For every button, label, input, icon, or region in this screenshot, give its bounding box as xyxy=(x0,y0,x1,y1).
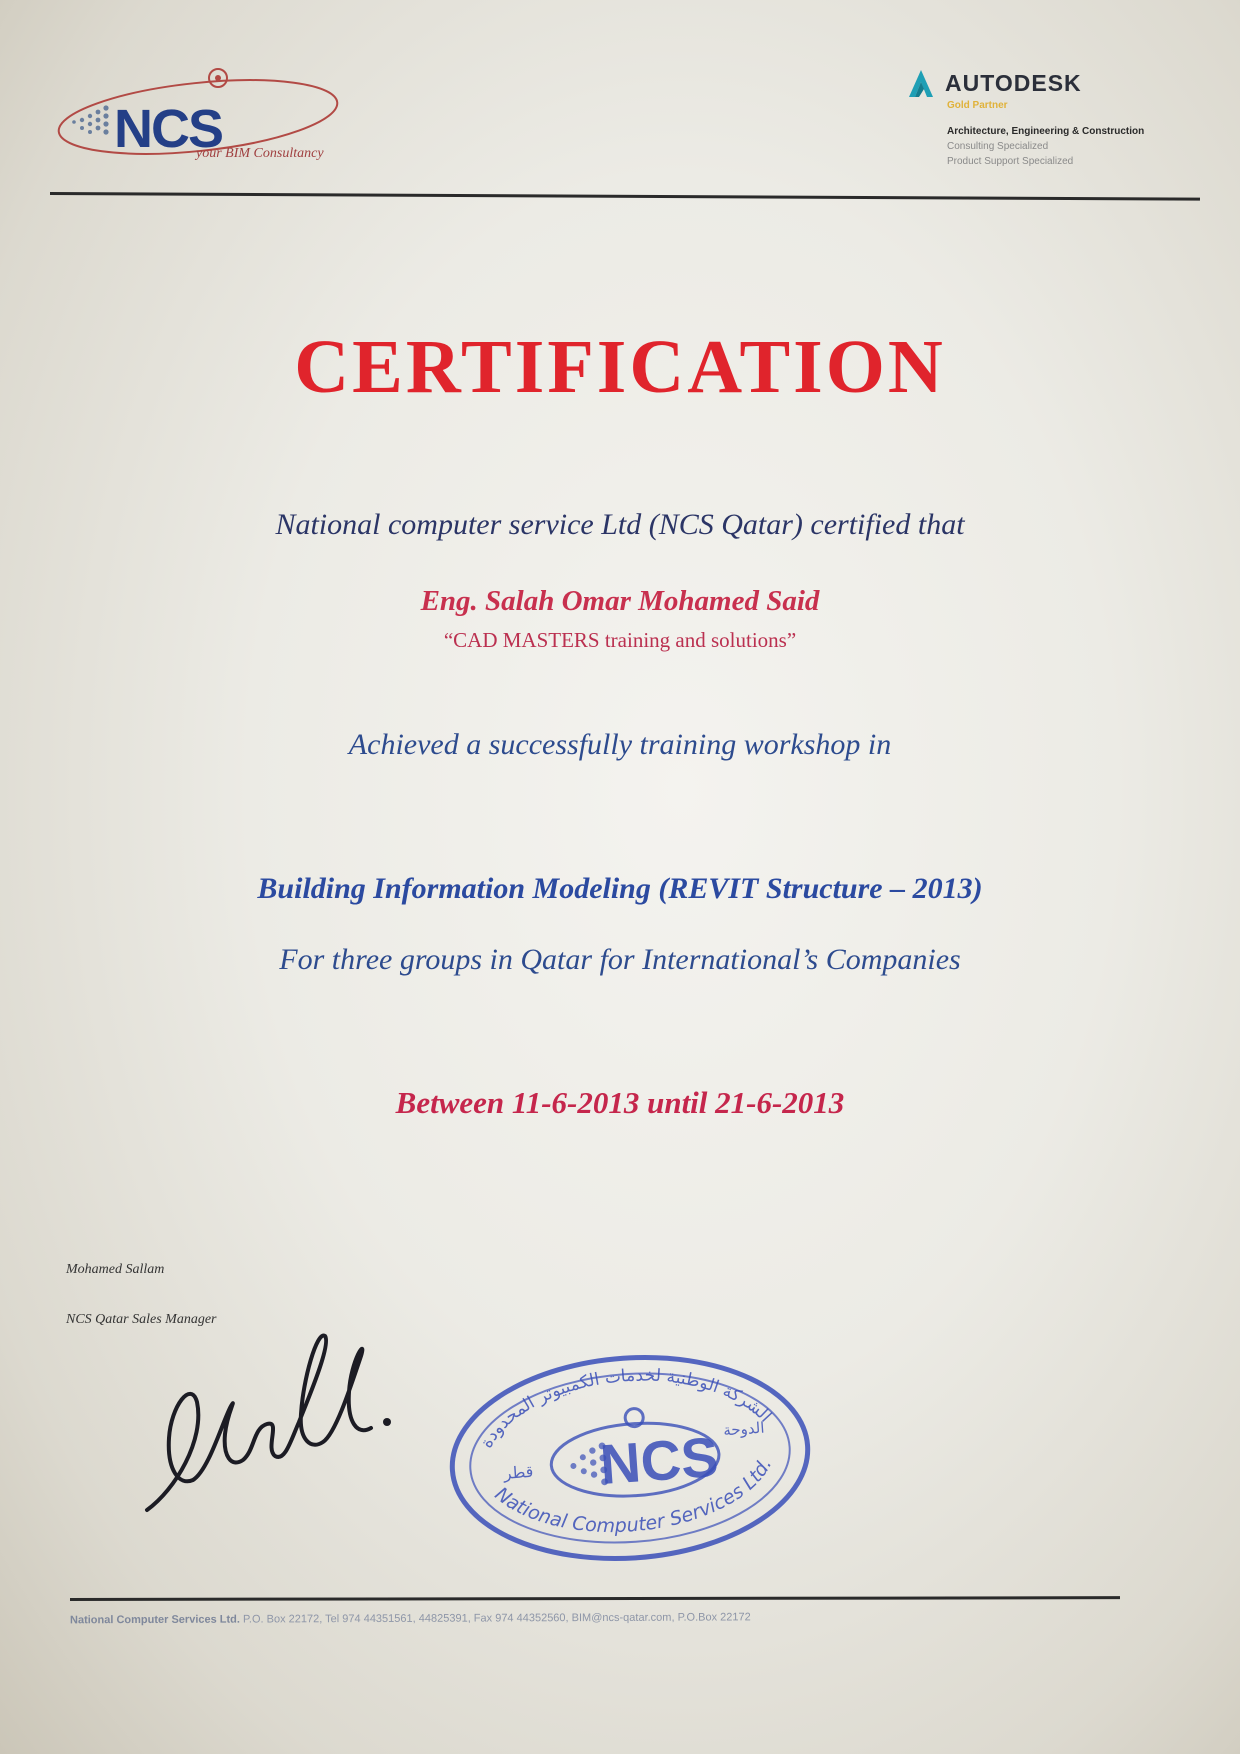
stamp-arabic-left: قطر xyxy=(503,1461,534,1483)
ncs-logo-tagline: your BIM Consultancy xyxy=(196,146,324,161)
course-title: Building Information Modeling (REVIT Structure – 2013) xyxy=(257,872,983,905)
stamp-arabic-top: الشركة الوطنية لخدمات الكمبيوتر المحدودة xyxy=(476,1365,776,1452)
footer-contact xyxy=(70,1610,1130,1627)
course-groups: For three groups in Qatar for International’s Companies xyxy=(279,943,961,976)
ncs-logo-letters: NCS xyxy=(114,99,223,159)
ncs-logo xyxy=(48,62,378,182)
achievement-text: Achieved a successfully training workshop in xyxy=(348,728,892,761)
stamp-arabic-right: الدوحة xyxy=(722,1418,766,1440)
certificate-intro: National computer service Ltd (NCS Qatar) certified that xyxy=(275,508,965,541)
stamp-english-bottom: National Computer Services Ltd. xyxy=(490,1454,777,1538)
company-stamp-graphic xyxy=(445,1350,815,1565)
signatory-name: Mohamed Sallam xyxy=(66,1262,165,1277)
handwritten-signature xyxy=(135,1310,425,1525)
company-stamp xyxy=(445,1350,815,1565)
footer-details: P.O. Box 22172, Tel 974 44351561, 44825391, Fax 974 44352560, BIM@ncs-qatar.com, P.O.Box 22172 xyxy=(242,1611,751,1626)
autodesk-partner-level: Gold Partner xyxy=(947,100,1008,111)
recipient-company: “CAD MASTERS training and solutions” xyxy=(443,628,797,652)
certificate-title: CERTIFICATION xyxy=(294,325,946,409)
stamp-logo-letters: NCS xyxy=(598,1424,721,1497)
autodesk-line: Consulting Specialized xyxy=(947,141,1049,152)
signatory-role: NCS Qatar Sales Manager xyxy=(66,1312,217,1327)
autodesk-name: AUTODESK xyxy=(945,69,1082,96)
autodesk-logo-icon xyxy=(905,67,937,99)
autodesk-partner-badge xyxy=(905,66,1205,176)
autodesk-line: Architecture, Engineering & Construction xyxy=(947,126,1145,137)
autodesk-line: Product Support Specialized xyxy=(947,156,1074,167)
header-divider xyxy=(50,192,1200,201)
footer-company: National Computer Services Ltd. xyxy=(69,1613,240,1627)
recipient-name: Eng. Salah Omar Mohamed Said xyxy=(420,585,820,617)
autodesk-specializations xyxy=(947,124,1217,169)
training-period: Between 11-6-2013 until 21-6-2013 xyxy=(395,1085,845,1120)
footer-divider xyxy=(70,1596,1120,1601)
